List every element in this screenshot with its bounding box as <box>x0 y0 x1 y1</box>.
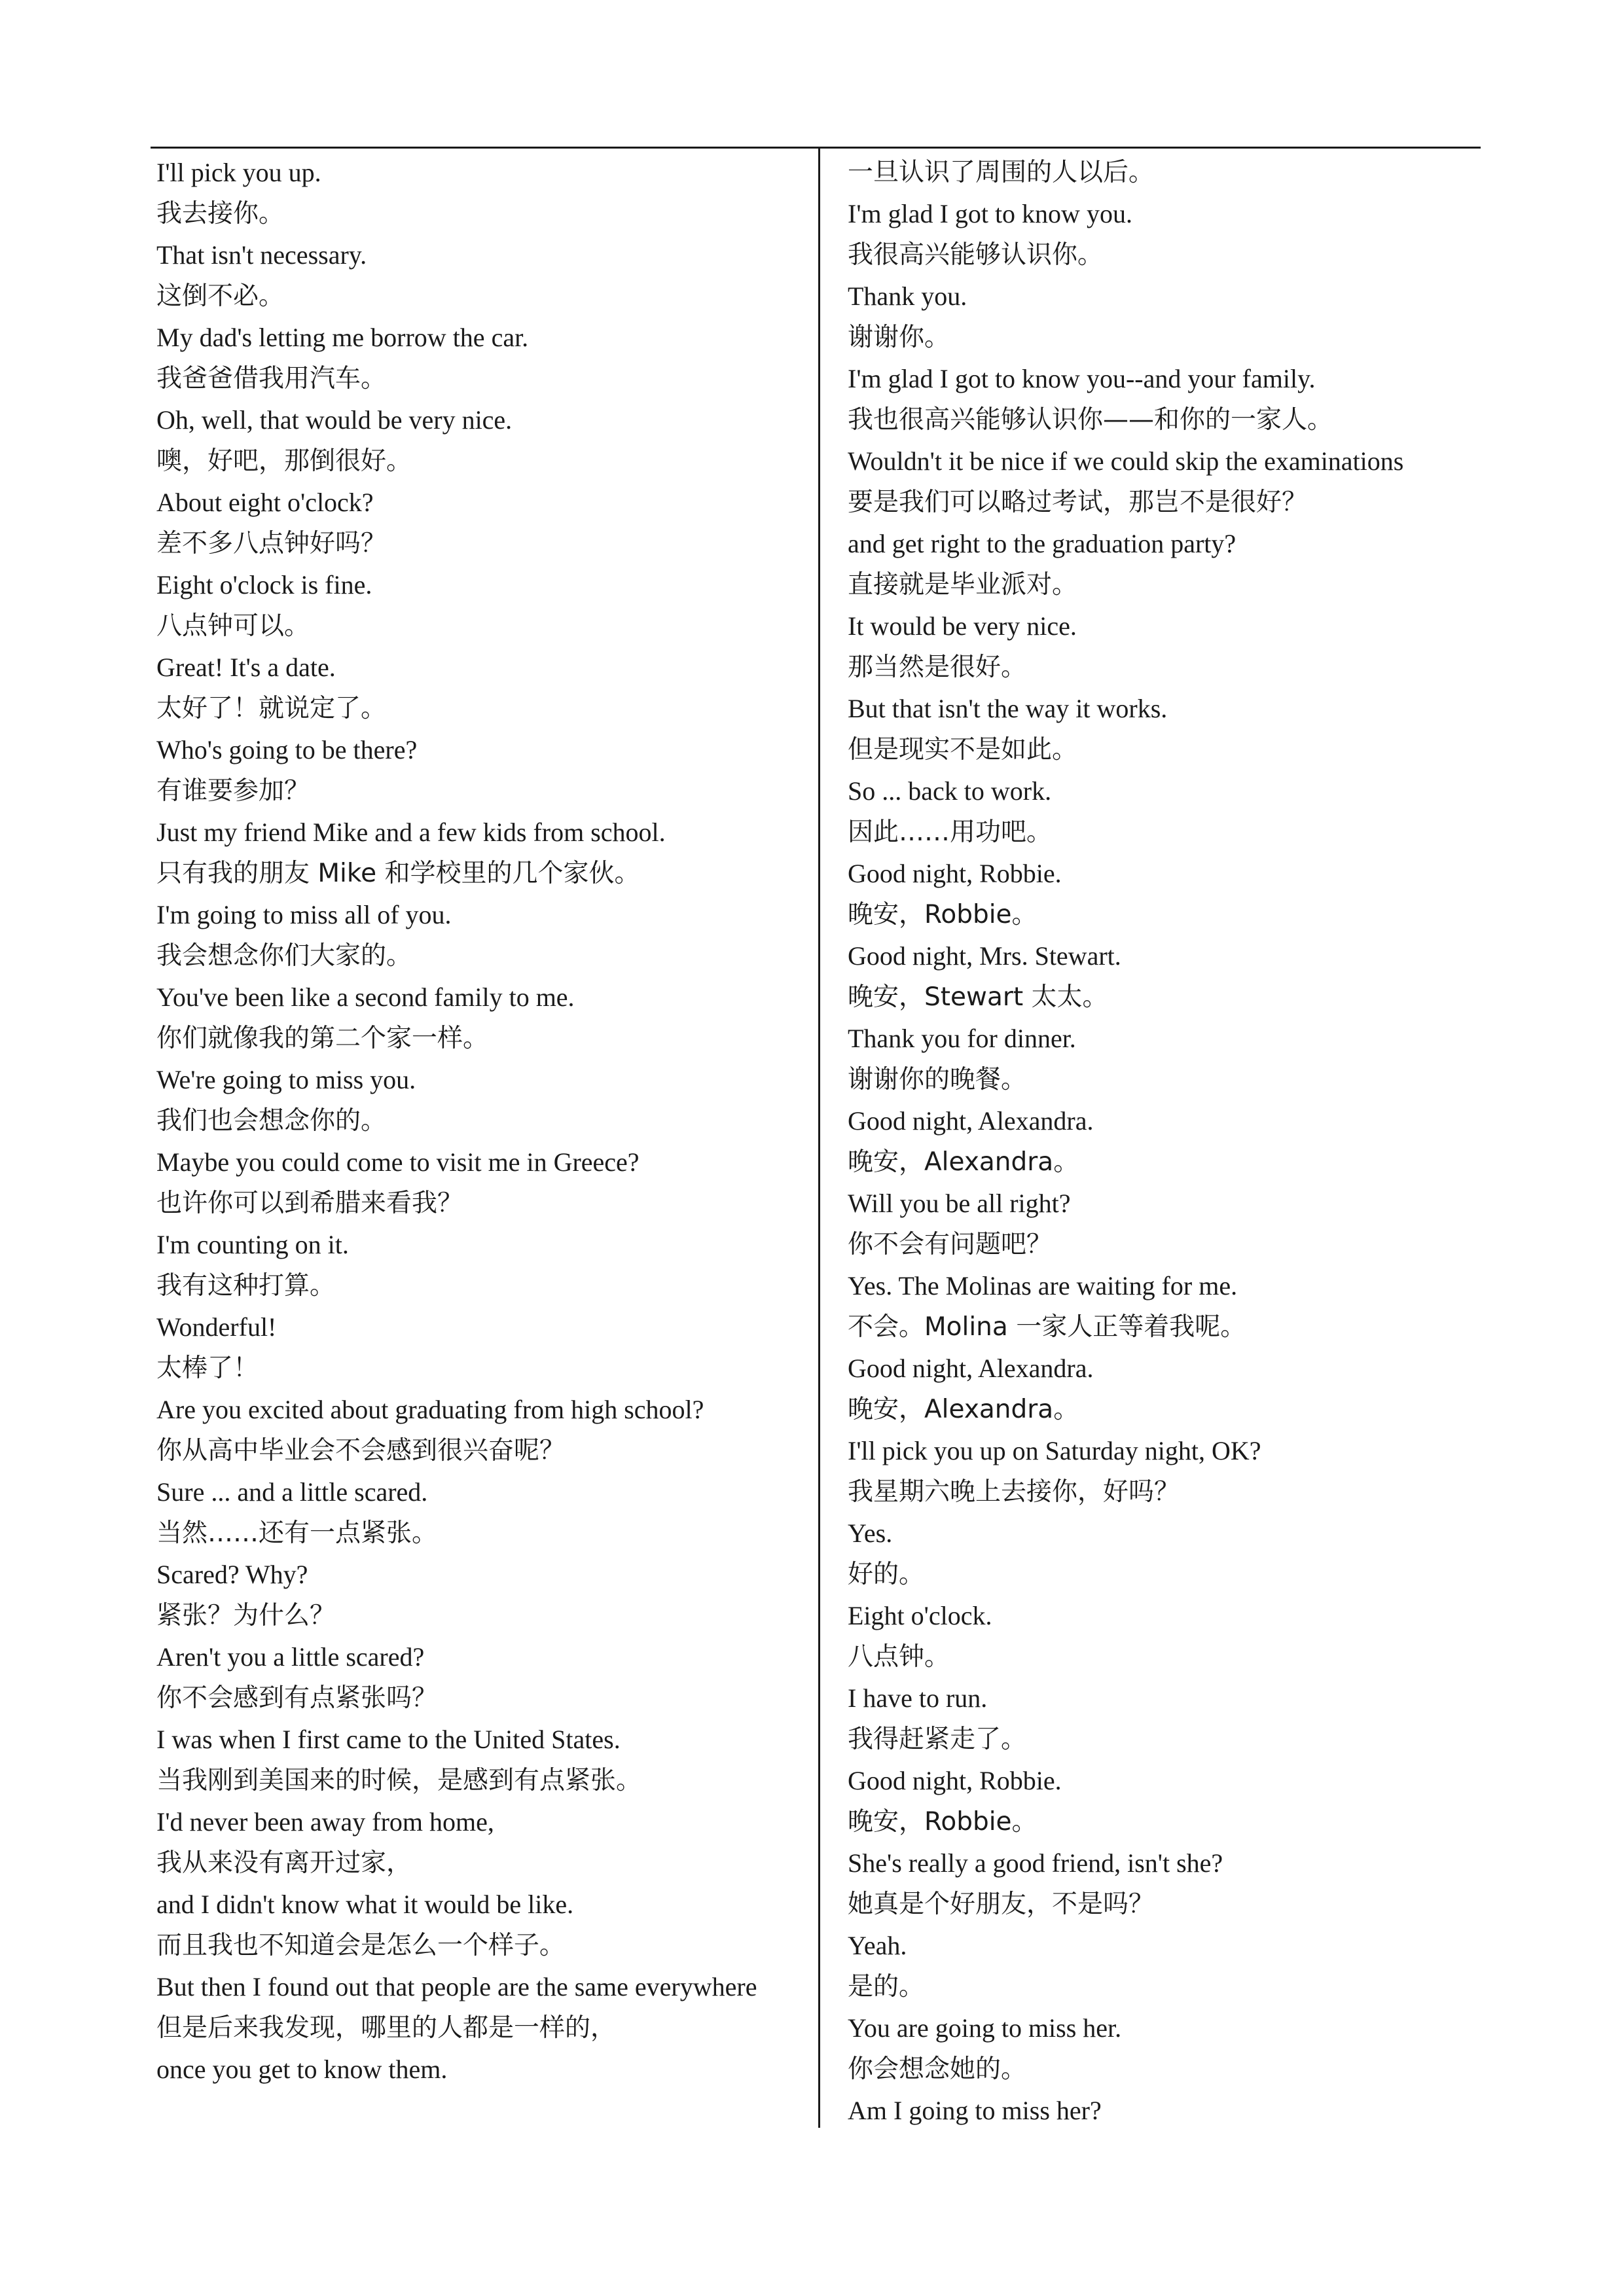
top-rule <box>151 147 1481 149</box>
english-line: once you get to know them. <box>156 2054 448 2084</box>
english-line: and get right to the graduation party? <box>848 529 1236 558</box>
chinese-line: 但是后来我发现，哪里的人都是一样的， <box>156 2013 617 2043</box>
english-line: So ... back to work. <box>848 776 1052 806</box>
chinese-line: 直接就是毕业派对。 <box>848 570 1078 600</box>
english-line: and I didn't know what it would be like. <box>156 1890 574 1919</box>
chinese-line: 晚安，Robbie。 <box>848 900 1038 929</box>
english-line: Oh, well, that would be very nice. <box>156 405 513 435</box>
chinese-line: 谢谢你的晚餐。 <box>848 1065 1027 1094</box>
chinese-line: 因此……用功吧。 <box>848 817 1053 847</box>
english-line: Great! It's a date. <box>156 653 336 682</box>
chinese-line: 晚安，Stewart 太太。 <box>848 982 1108 1012</box>
chinese-line: 我去接你。 <box>156 199 285 228</box>
english-line: I'd never been away from home, <box>156 1807 494 1837</box>
chinese-line: 要是我们可以略过考试，那岂不是很好？ <box>848 488 1308 517</box>
chinese-line: 我也很高兴能够认识你——和你的一家人。 <box>848 405 1333 435</box>
english-line: Yes. <box>848 1518 893 1548</box>
chinese-line: 我很高兴能够认识你。 <box>848 240 1104 270</box>
english-line: But that isn't the way it works. <box>848 694 1168 723</box>
chinese-line: 我得赶紧走了。 <box>848 1725 1027 1754</box>
chinese-line: 是的。 <box>848 1972 925 2001</box>
english-line: I'm counting on it. <box>156 1230 349 1259</box>
right-column <box>848 152 1476 2131</box>
chinese-line: 噢，好吧，那倒很好。 <box>156 446 412 476</box>
chinese-line: 八点钟可以。 <box>156 611 310 641</box>
english-line: My dad's letting me borrow the car. <box>156 323 529 352</box>
english-line: Maybe you could come to visit me in Greece? <box>156 1147 640 1177</box>
chinese-line: 当我刚到美国来的时候，是感到有点紧张。 <box>156 1766 642 1795</box>
english-line: Thank you for dinner. <box>848 1024 1076 1053</box>
english-line: Am I going to miss her? <box>848 2096 1102 2125</box>
chinese-line: 谢谢你。 <box>848 323 950 352</box>
english-line: Wouldn't it be nice if we could skip the examinations <box>848 446 1404 476</box>
english-line: Good night, Alexandra. <box>848 1354 1094 1383</box>
english-line: Eight o'clock is fine. <box>156 570 372 600</box>
chinese-line: 你们就像我的第二个家一样。 <box>156 1024 489 1053</box>
chinese-line: 不会。Molina 一家人正等着我呢。 <box>848 1312 1246 1342</box>
english-line: Are you excited about graduating from high school? <box>156 1395 704 1424</box>
chinese-line: 太棒了！ <box>156 1354 259 1383</box>
chinese-line: 我有这种打算。 <box>156 1271 336 1300</box>
chinese-line: 我们也会想念你的。 <box>156 1106 387 1136</box>
english-line: Thank you. <box>848 281 967 311</box>
english-line: Good night, Robbie. <box>848 859 1062 888</box>
english-line: I'm going to miss all of you. <box>156 900 452 929</box>
chinese-line: 我爸爸借我用汽车。 <box>156 364 387 393</box>
english-line: Good night, Mrs. Stewart. <box>848 941 1121 971</box>
english-line: Who's going to be there? <box>156 735 418 764</box>
english-line: Wonderful! <box>156 1312 277 1342</box>
chinese-line: 八点钟。 <box>848 1642 950 1672</box>
english-line: I was when I first came to the United States. <box>156 1725 621 1754</box>
english-line: About eight o'clock? <box>156 488 374 517</box>
english-line: I'll pick you up on Saturday night, OK? <box>848 1436 1261 1465</box>
english-line: I'm glad I got to know you--and your family. <box>848 364 1316 393</box>
chinese-line: 晚安，Robbie。 <box>848 1807 1038 1837</box>
chinese-line: 晚安，Alexandra。 <box>848 1147 1079 1177</box>
english-line: Yes. The Molinas are waiting for me. <box>848 1271 1238 1300</box>
english-line: You've been like a second family to me. <box>156 982 575 1012</box>
chinese-line: 太好了！就说定了。 <box>156 694 387 723</box>
english-line: That isn't necessary. <box>156 240 367 270</box>
column-divider <box>818 147 820 2128</box>
chinese-line: 差不多八点钟好吗？ <box>156 529 387 558</box>
english-line: But then I found out that people are the same everywhere <box>156 1972 757 2001</box>
english-line: Good night, Robbie. <box>848 1766 1062 1795</box>
english-line: We're going to miss you. <box>156 1065 416 1094</box>
chinese-line: 一旦认识了周围的人以后。 <box>848 158 1155 187</box>
english-line: Yeah. <box>848 1931 907 1960</box>
chinese-line: 晚安，Alexandra。 <box>848 1395 1079 1424</box>
english-line: Will you be all right? <box>848 1189 1071 1218</box>
chinese-line: 你不会感到有点紧张吗？ <box>156 1683 438 1713</box>
left-column <box>156 152 791 2090</box>
english-line: Sure ... and a little scared. <box>156 1477 428 1507</box>
chinese-line: 我从来没有离开过家， <box>156 1848 412 1878</box>
english-line: Good night, Alexandra. <box>848 1106 1094 1136</box>
english-line: I'll pick you up. <box>156 158 321 187</box>
english-line: Aren't you a little scared? <box>156 1642 425 1672</box>
english-line: Just my friend Mike and a few kids from school. <box>156 817 666 847</box>
chinese-line: 你从高中毕业会不会感到很兴奋呢？ <box>156 1436 566 1465</box>
english-line: Scared? Why? <box>156 1560 308 1589</box>
english-line: She's really a good friend, isn't she? <box>848 1848 1223 1878</box>
chinese-line: 这倒不必。 <box>156 281 285 311</box>
english-line: It would be very nice. <box>848 611 1077 641</box>
chinese-line: 你不会有问题吧？ <box>848 1230 1053 1259</box>
chinese-line: 那当然是很好。 <box>848 653 1027 682</box>
chinese-line: 也许你可以到希腊来看我？ <box>156 1189 463 1218</box>
chinese-line: 紧张？为什么？ <box>156 1601 336 1630</box>
chinese-line: 好的。 <box>848 1560 925 1589</box>
chinese-line: 只有我的朋友 Mike 和学校里的几个家伙。 <box>156 859 640 888</box>
chinese-line: 当然……还有一点紧张。 <box>156 1518 438 1548</box>
chinese-line: 她真是个好朋友，不是吗？ <box>848 1890 1155 1919</box>
chinese-line: 而且我也不知道会是怎么一个样子。 <box>156 1931 566 1960</box>
english-line: Eight o'clock. <box>848 1601 992 1630</box>
english-line: I have to run. <box>848 1683 988 1713</box>
chinese-line: 我会想念你们大家的。 <box>156 941 412 971</box>
chinese-line: 有谁要参加？ <box>156 776 310 806</box>
chinese-line: 但是现实不是如此。 <box>848 735 1078 764</box>
chinese-line: 我星期六晚上去接你，好吗？ <box>848 1477 1180 1507</box>
english-line: I'm glad I got to know you. <box>848 199 1132 228</box>
english-line: You are going to miss her. <box>848 2013 1122 2043</box>
chinese-line: 你会想念她的。 <box>848 2054 1027 2084</box>
